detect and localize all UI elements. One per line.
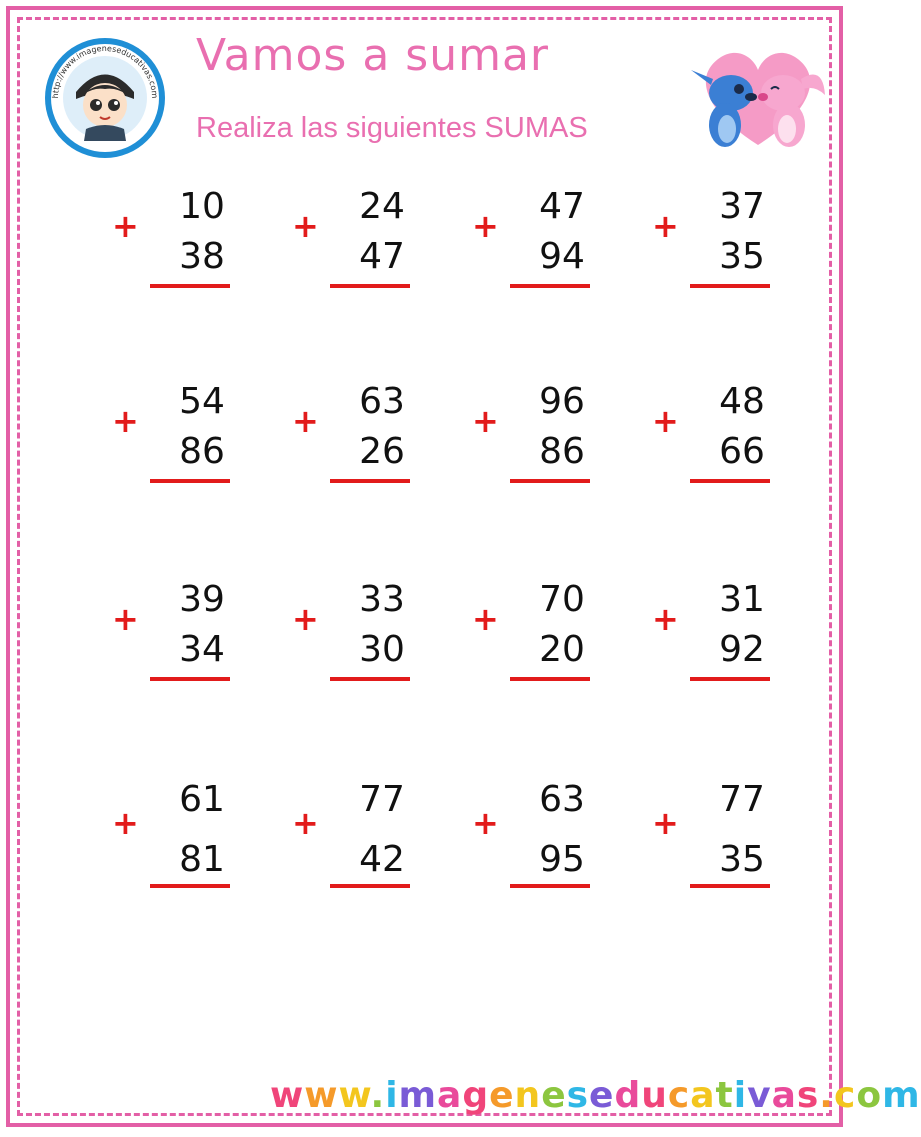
addend-top: 63 [359, 381, 405, 422]
answer-line[interactable] [150, 284, 230, 288]
plus-sign: + [292, 600, 319, 638]
addition-problem [652, 380, 812, 490]
plus-sign: + [472, 402, 499, 440]
plus-sign: + [112, 600, 139, 638]
addend-bottom: 20 [539, 629, 585, 670]
addend-top: 39 [179, 579, 225, 620]
plus-sign: + [652, 600, 679, 638]
answer-line[interactable] [690, 677, 770, 681]
answer-line[interactable] [510, 677, 590, 681]
addend-bottom: 86 [539, 431, 585, 472]
addend-bottom: 34 [179, 629, 225, 670]
addend-top: 47 [539, 186, 585, 227]
answer-line[interactable] [690, 284, 770, 288]
answer-line[interactable] [330, 884, 410, 888]
addend-top: 31 [719, 579, 765, 620]
answer-line[interactable] [330, 677, 410, 681]
answer-line[interactable] [150, 884, 230, 888]
page-title: Vamos a sumar [196, 30, 550, 81]
addend-bottom: 66 [719, 431, 765, 472]
addend-top: 54 [179, 381, 225, 422]
addend-bottom: 38 [179, 236, 225, 277]
plus-sign: + [292, 804, 319, 842]
plus-sign: + [292, 207, 319, 245]
addition-problem [472, 185, 632, 295]
addend-bottom: 86 [179, 431, 225, 472]
addend-top: 77 [719, 779, 765, 820]
addend-top: 96 [539, 381, 585, 422]
addend-top: 24 [359, 186, 405, 227]
addition-problem [472, 380, 632, 490]
plus-sign: + [652, 402, 679, 440]
footer-text[interactable]: www.imageneseducativas.com [270, 1075, 921, 1116]
answer-line[interactable] [510, 884, 590, 888]
answer-line[interactable] [330, 479, 410, 483]
addend-top: 63 [539, 779, 585, 820]
addend-bottom: 81 [179, 839, 225, 880]
addend-bottom: 42 [359, 839, 405, 880]
addition-problem [652, 185, 812, 295]
answer-line[interactable] [330, 284, 410, 288]
answer-line[interactable] [690, 884, 770, 888]
instructions: Realiza las siguientes SUMAS [196, 112, 588, 144]
addend-bottom: 94 [539, 236, 585, 277]
addend-bottom: 47 [359, 236, 405, 277]
addend-bottom: 26 [359, 431, 405, 472]
plus-sign: + [472, 804, 499, 842]
answer-line[interactable] [150, 479, 230, 483]
answer-line[interactable] [510, 284, 590, 288]
addend-top: 37 [719, 186, 765, 227]
addition-problem [112, 778, 272, 888]
addend-bottom: 35 [719, 839, 765, 880]
addition-problem [292, 578, 452, 688]
plus-sign: + [472, 207, 499, 245]
addition-problem [652, 778, 812, 888]
addend-bottom: 92 [719, 629, 765, 670]
addition-problem [472, 778, 632, 888]
addend-top: 33 [359, 579, 405, 620]
addend-bottom: 95 [539, 839, 585, 880]
addition-problem [292, 380, 452, 490]
answer-line[interactable] [150, 677, 230, 681]
addition-problem [292, 185, 452, 295]
answer-line[interactable] [510, 479, 590, 483]
plus-sign: + [652, 207, 679, 245]
addend-top: 10 [179, 186, 225, 227]
plus-sign: + [112, 207, 139, 245]
svg-text:http://www.imageneseducativas.: http://www.imageneseducativas.com [50, 43, 160, 99]
website-footer [270, 1075, 921, 1116]
addend-top: 77 [359, 779, 405, 820]
plus-sign: + [292, 402, 319, 440]
addition-problem [472, 578, 632, 688]
addend-bottom: 30 [359, 629, 405, 670]
plus-sign: + [112, 804, 139, 842]
addition-problem [292, 778, 452, 888]
plus-sign: + [472, 600, 499, 638]
addition-problem [112, 185, 272, 295]
addend-bottom: 35 [719, 236, 765, 277]
addition-problem [112, 578, 272, 688]
addend-top: 48 [719, 381, 765, 422]
addition-problem [652, 578, 812, 688]
addition-problem [112, 380, 272, 490]
addend-top: 61 [179, 779, 225, 820]
answer-line[interactable] [690, 479, 770, 483]
addend-top: 70 [539, 579, 585, 620]
plus-sign: + [652, 804, 679, 842]
plus-sign: + [112, 402, 139, 440]
